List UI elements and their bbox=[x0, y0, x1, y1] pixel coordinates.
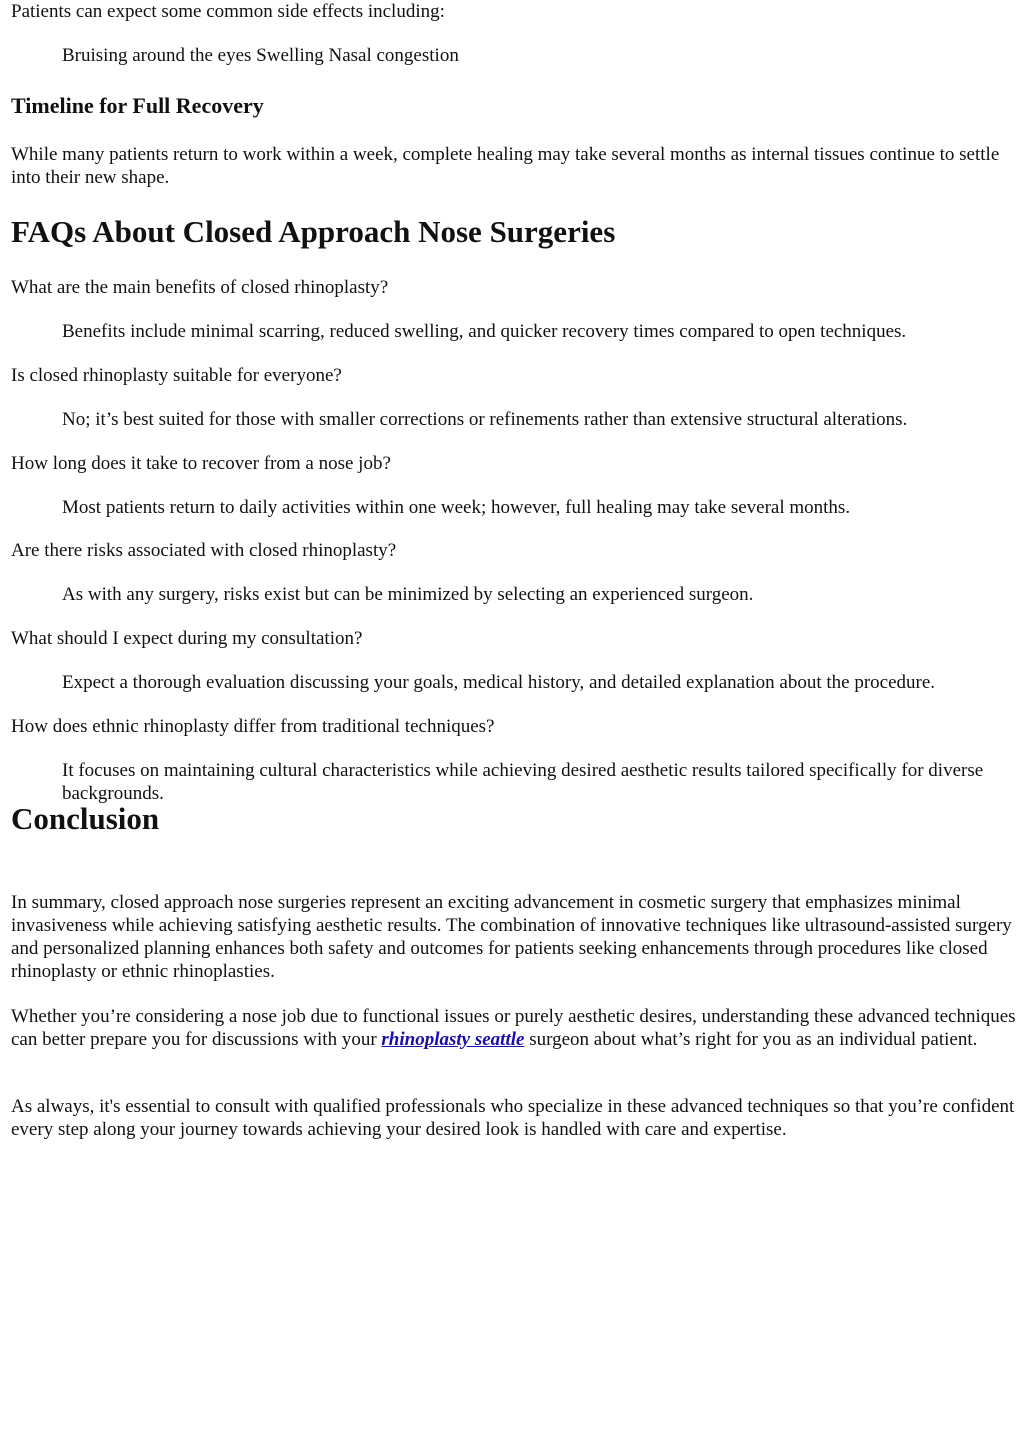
conclusion-heading: Conclusion bbox=[11, 801, 160, 836]
faq-question: How does ethnic rhinoplasty differ from traditional techniques? bbox=[11, 716, 495, 737]
faq-question: Is closed rhinoplasty suitable for everyone? bbox=[11, 365, 342, 386]
rhinoplasty-seattle-link[interactable]: rhinoplasty seattle bbox=[381, 1029, 525, 1050]
faq-question: How long does it take to recover from a nose job? bbox=[11, 453, 391, 474]
recovery-heading: Timeline for Full Recovery bbox=[11, 93, 264, 118]
faq-question: What are the main benefits of closed rhinoplasty? bbox=[11, 277, 389, 298]
conclusion-paragraph-with-link bbox=[11, 1005, 1016, 1051]
faq-answer: As with any surgery, risks exist but can be minimized by selecting an experienced surgeon. bbox=[62, 584, 754, 605]
recovery-text: While many patients return to work within a week, complete healing may take several months as internal tissues continue to settle into their new shape. bbox=[11, 144, 1000, 188]
faq-answer: It focuses on maintaining cultural characteristics while achieving desired aesthetic results tailored specifically for diverse backgrounds. bbox=[62, 760, 984, 804]
faq-answer: Expect a thorough evaluation discussing your goals, medical history, and detailed explanation about the procedure. bbox=[62, 672, 936, 693]
paragraph-text: surgeon about what’s right for you as an individual patient. bbox=[524, 1029, 978, 1050]
faq-answer: No; it’s best suited for those with smaller corrections or refinements rather than extensive structural alterations. bbox=[62, 409, 908, 430]
faqs-heading: FAQs About Closed Approach Nose Surgeries bbox=[11, 214, 616, 249]
paragraph-text: Whether you’re considering a nose job due to functional issues or purely aesthetic desires, understanding these advanced techniques can better prepare you for discussions with your bbox=[11, 1006, 1016, 1050]
faq-answer: Most patients return to daily activities within one week; however, full healing may take several months. bbox=[62, 497, 851, 518]
faq-question: Are there risks associated with closed rhinoplasty? bbox=[11, 540, 397, 561]
conclusion-paragraph: In summary, closed approach nose surgeries represent an exciting advancement in cosmetic surgery that emphasizes minimal invasiveness while achieving satisfying aesthetic results. The combination of innovative techniques like ultrasound-assisted surgery and personalized planning enhances both safety and outcomes for patients seeking enhancements through procedures like closed rhinoplasty or ethnic rhinoplasties. bbox=[11, 892, 1012, 982]
side-effects-list: Bruising around the eyes Swelling Nasal congestion bbox=[62, 45, 459, 66]
faq-answer: Benefits include minimal scarring, reduced swelling, and quicker recovery times compared to open techniques. bbox=[62, 321, 907, 342]
faq-question: What should I expect during my consultation? bbox=[11, 628, 363, 649]
conclusion-paragraph: As always, it's essential to consult with qualified professionals who specialize in these advanced techniques so that you’re confident every step along your journey towards achieving your desired look is handled with care and expertise. bbox=[11, 1096, 1015, 1140]
side-effects-intro: Patients can expect some common side effects including: bbox=[11, 1, 445, 22]
